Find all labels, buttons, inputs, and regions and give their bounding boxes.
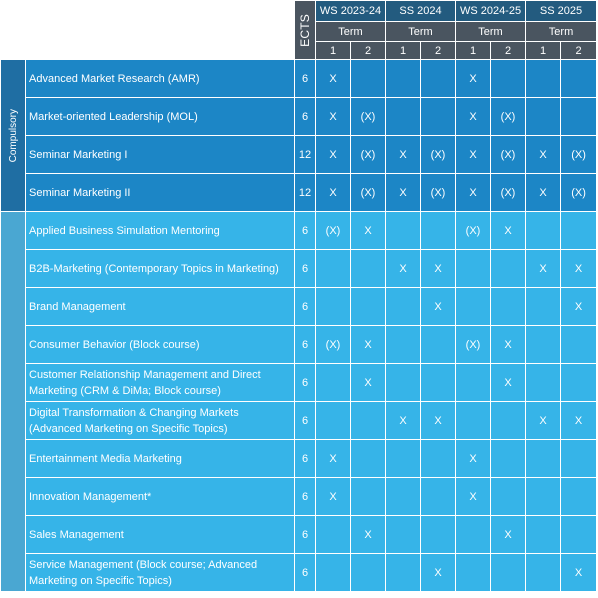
term-offering-cell: X bbox=[421, 288, 456, 326]
term-offering-cell bbox=[421, 326, 456, 364]
term-offering-cell: (X) bbox=[456, 326, 491, 364]
term-offering-cell: X bbox=[526, 250, 561, 288]
term-offering-cell bbox=[561, 440, 597, 478]
term-offering-cell: (X) bbox=[456, 212, 491, 250]
term-offering-cell bbox=[386, 516, 421, 554]
course-row bbox=[1, 364, 597, 402]
term-offering-cell bbox=[421, 60, 456, 98]
term-offering-cell bbox=[421, 98, 456, 136]
term-offering-cell: X bbox=[351, 364, 386, 402]
course-ects: 12 bbox=[295, 136, 316, 174]
course-ects: 6 bbox=[295, 60, 316, 98]
course-row bbox=[1, 212, 597, 250]
course-name: Market-oriented Leadership (MOL) bbox=[26, 98, 295, 136]
term-offering-cell: (X) bbox=[351, 98, 386, 136]
course-row bbox=[1, 554, 597, 592]
course-name: Innovation Management* bbox=[26, 478, 295, 516]
course-name: Customer Relationship Management and Direct Marketing (CRM & DiMa; Block course) bbox=[26, 364, 295, 402]
term-header: Term bbox=[386, 22, 456, 42]
course-ects: 6 bbox=[295, 402, 316, 440]
term-offering-cell bbox=[386, 440, 421, 478]
group-label-cell bbox=[1, 212, 26, 592]
term-offering-cell: (X) bbox=[351, 136, 386, 174]
semester-header: WS 2023-24 bbox=[316, 1, 386, 22]
term-offering-cell: X bbox=[456, 174, 491, 212]
course-row bbox=[1, 60, 597, 98]
term-number: 2 bbox=[491, 42, 526, 60]
term-offering-cell: X bbox=[491, 364, 526, 402]
term-offering-cell bbox=[561, 478, 597, 516]
course-name: B2B-Marketing (Contemporary Topics in Marketing) bbox=[26, 250, 295, 288]
term-offering-cell bbox=[456, 288, 491, 326]
course-ects: 6 bbox=[295, 478, 316, 516]
term-offering-cell bbox=[386, 288, 421, 326]
term-offering-cell: (X) bbox=[491, 174, 526, 212]
term-offering-cell bbox=[526, 478, 561, 516]
term-offering-cell bbox=[421, 516, 456, 554]
course-ects: 6 bbox=[295, 212, 316, 250]
course-ects: 6 bbox=[295, 364, 316, 402]
term-offering-cell bbox=[351, 554, 386, 592]
term-offering-cell bbox=[386, 326, 421, 364]
course-ects: 6 bbox=[295, 516, 316, 554]
term-number: 1 bbox=[316, 42, 351, 60]
term-offering-cell bbox=[491, 250, 526, 288]
term-offering-cell bbox=[456, 554, 491, 592]
term-offering-cell bbox=[316, 554, 351, 592]
term-offering-cell bbox=[316, 288, 351, 326]
term-offering-cell: (X) bbox=[316, 212, 351, 250]
course-ects: 6 bbox=[295, 326, 316, 364]
term-offering-cell: X bbox=[526, 136, 561, 174]
term-offering-cell bbox=[386, 554, 421, 592]
term-offering-cell bbox=[351, 478, 386, 516]
term-offering-cell bbox=[456, 402, 491, 440]
course-ects: 6 bbox=[295, 250, 316, 288]
term-offering-cell: X bbox=[316, 136, 351, 174]
term-offering-cell bbox=[386, 478, 421, 516]
term-offering-cell: (X) bbox=[491, 98, 526, 136]
course-row bbox=[1, 250, 597, 288]
term-offering-cell: X bbox=[491, 326, 526, 364]
term-offering-cell: (X) bbox=[351, 174, 386, 212]
course-row bbox=[1, 440, 597, 478]
term-header: Term bbox=[316, 22, 386, 42]
term-offering-cell bbox=[421, 440, 456, 478]
term-offering-cell: X bbox=[316, 60, 351, 98]
course-ects: 6 bbox=[295, 554, 316, 592]
term-offering-cell bbox=[561, 212, 597, 250]
term-offering-cell: X bbox=[386, 402, 421, 440]
course-name: Seminar Marketing II bbox=[26, 174, 295, 212]
term-offering-cell: X bbox=[456, 478, 491, 516]
course-row bbox=[1, 136, 597, 174]
term-offering-cell bbox=[351, 402, 386, 440]
term-offering-cell bbox=[351, 440, 386, 478]
term-offering-cell: X bbox=[316, 98, 351, 136]
ects-header-label: ECTS bbox=[298, 13, 312, 47]
term-offering-cell: X bbox=[386, 250, 421, 288]
term-number: 1 bbox=[456, 42, 491, 60]
term-offering-cell bbox=[456, 250, 491, 288]
term-offering-cell: X bbox=[491, 212, 526, 250]
course-name: Advanced Market Research (AMR) bbox=[26, 60, 295, 98]
course-name: Applied Business Simulation Mentoring bbox=[26, 212, 295, 250]
course-name: Digital Transformation & Changing Markets (Advanced Marketing on Specific Topics) bbox=[26, 402, 295, 440]
term-offering-cell: X bbox=[561, 402, 597, 440]
course-name: Entertainment Media Marketing bbox=[26, 440, 295, 478]
term-header: Term bbox=[526, 22, 597, 42]
term-offering-cell: (X) bbox=[421, 136, 456, 174]
term-offering-cell: X bbox=[456, 136, 491, 174]
term-offering-cell bbox=[526, 440, 561, 478]
term-offering-cell: X bbox=[316, 478, 351, 516]
term-offering-cell bbox=[351, 250, 386, 288]
term-offering-cell bbox=[351, 60, 386, 98]
term-offering-cell bbox=[316, 516, 351, 554]
term-offering-cell bbox=[421, 478, 456, 516]
term-offering-cell: X bbox=[491, 516, 526, 554]
course-row bbox=[1, 288, 597, 326]
term-offering-cell: X bbox=[526, 402, 561, 440]
term-number: 2 bbox=[351, 42, 386, 60]
course-name: Service Management (Block course; Advanced Marketing on Specific Topics) bbox=[26, 554, 295, 592]
term-offering-cell bbox=[491, 478, 526, 516]
term-number: 1 bbox=[526, 42, 561, 60]
term-offering-cell bbox=[526, 554, 561, 592]
ects-header bbox=[295, 1, 316, 60]
term-offering-cell: X bbox=[421, 250, 456, 288]
term-offering-cell: (X) bbox=[561, 136, 597, 174]
course-row bbox=[1, 174, 597, 212]
term-offering-cell bbox=[491, 288, 526, 326]
term-offering-cell: X bbox=[351, 212, 386, 250]
course-ects: 6 bbox=[295, 440, 316, 478]
semester-header: SS 2025 bbox=[526, 1, 597, 22]
group-label-cell bbox=[1, 60, 26, 212]
term-offering-cell bbox=[316, 364, 351, 402]
term-number: 1 bbox=[386, 42, 421, 60]
term-offering-cell bbox=[526, 212, 561, 250]
term-offering-cell bbox=[561, 326, 597, 364]
term-offering-cell: X bbox=[316, 174, 351, 212]
term-offering-cell bbox=[491, 60, 526, 98]
course-name: Sales Management bbox=[26, 516, 295, 554]
course-row bbox=[1, 516, 597, 554]
term-offering-cell: X bbox=[456, 440, 491, 478]
term-offering-cell bbox=[526, 98, 561, 136]
term-offering-cell: X bbox=[421, 402, 456, 440]
header-blank bbox=[1, 1, 295, 60]
course-name: Seminar Marketing I bbox=[26, 136, 295, 174]
term-offering-cell: X bbox=[561, 288, 597, 326]
term-offering-cell: X bbox=[561, 554, 597, 592]
course-row bbox=[1, 478, 597, 516]
term-offering-cell bbox=[526, 364, 561, 402]
term-header: Term bbox=[456, 22, 526, 42]
term-offering-cell bbox=[386, 60, 421, 98]
term-offering-cell: X bbox=[421, 554, 456, 592]
group-label: Compulsory bbox=[7, 108, 19, 163]
term-offering-cell bbox=[456, 516, 491, 554]
term-offering-cell bbox=[526, 516, 561, 554]
term-offering-cell bbox=[421, 364, 456, 402]
term-offering-cell bbox=[456, 364, 491, 402]
term-offering-cell: X bbox=[456, 60, 491, 98]
course-row bbox=[1, 326, 597, 364]
term-offering-cell bbox=[491, 554, 526, 592]
semester-header: WS 2024-25 bbox=[456, 1, 526, 22]
term-offering-cell: (X) bbox=[561, 174, 597, 212]
term-offering-cell: X bbox=[351, 326, 386, 364]
term-offering-cell bbox=[316, 402, 351, 440]
course-name: Brand Management bbox=[26, 288, 295, 326]
term-number: 2 bbox=[421, 42, 456, 60]
term-offering-cell: X bbox=[386, 136, 421, 174]
term-offering-cell: X bbox=[561, 250, 597, 288]
term-offering-cell: X bbox=[316, 440, 351, 478]
term-offering-cell bbox=[316, 250, 351, 288]
term-offering-cell bbox=[491, 402, 526, 440]
term-offering-cell bbox=[526, 326, 561, 364]
term-offering-cell bbox=[526, 288, 561, 326]
semester-header: SS 2024 bbox=[386, 1, 456, 22]
course-ects: 6 bbox=[295, 288, 316, 326]
term-offering-cell: X bbox=[351, 516, 386, 554]
term-offering-cell bbox=[526, 60, 561, 98]
term-offering-cell: (X) bbox=[491, 136, 526, 174]
term-offering-cell: X bbox=[456, 98, 491, 136]
course-row bbox=[1, 402, 597, 440]
course-ects: 12 bbox=[295, 174, 316, 212]
term-offering-cell bbox=[351, 288, 386, 326]
term-offering-cell bbox=[386, 364, 421, 402]
term-offering-cell: (X) bbox=[421, 174, 456, 212]
term-offering-cell: X bbox=[386, 174, 421, 212]
term-offering-cell bbox=[491, 440, 526, 478]
course-name: Consumer Behavior (Block course) bbox=[26, 326, 295, 364]
term-offering-cell: (X) bbox=[316, 326, 351, 364]
term-offering-cell bbox=[561, 98, 597, 136]
term-offering-cell: X bbox=[526, 174, 561, 212]
course-ects: 6 bbox=[295, 98, 316, 136]
course-row bbox=[1, 98, 597, 136]
term-offering-cell bbox=[386, 212, 421, 250]
term-offering-cell bbox=[561, 516, 597, 554]
term-offering-cell bbox=[561, 364, 597, 402]
term-number: 2 bbox=[561, 42, 597, 60]
term-offering-cell bbox=[421, 212, 456, 250]
term-offering-cell bbox=[561, 60, 597, 98]
term-offering-cell bbox=[386, 98, 421, 136]
header-row-semesters bbox=[1, 1, 597, 22]
